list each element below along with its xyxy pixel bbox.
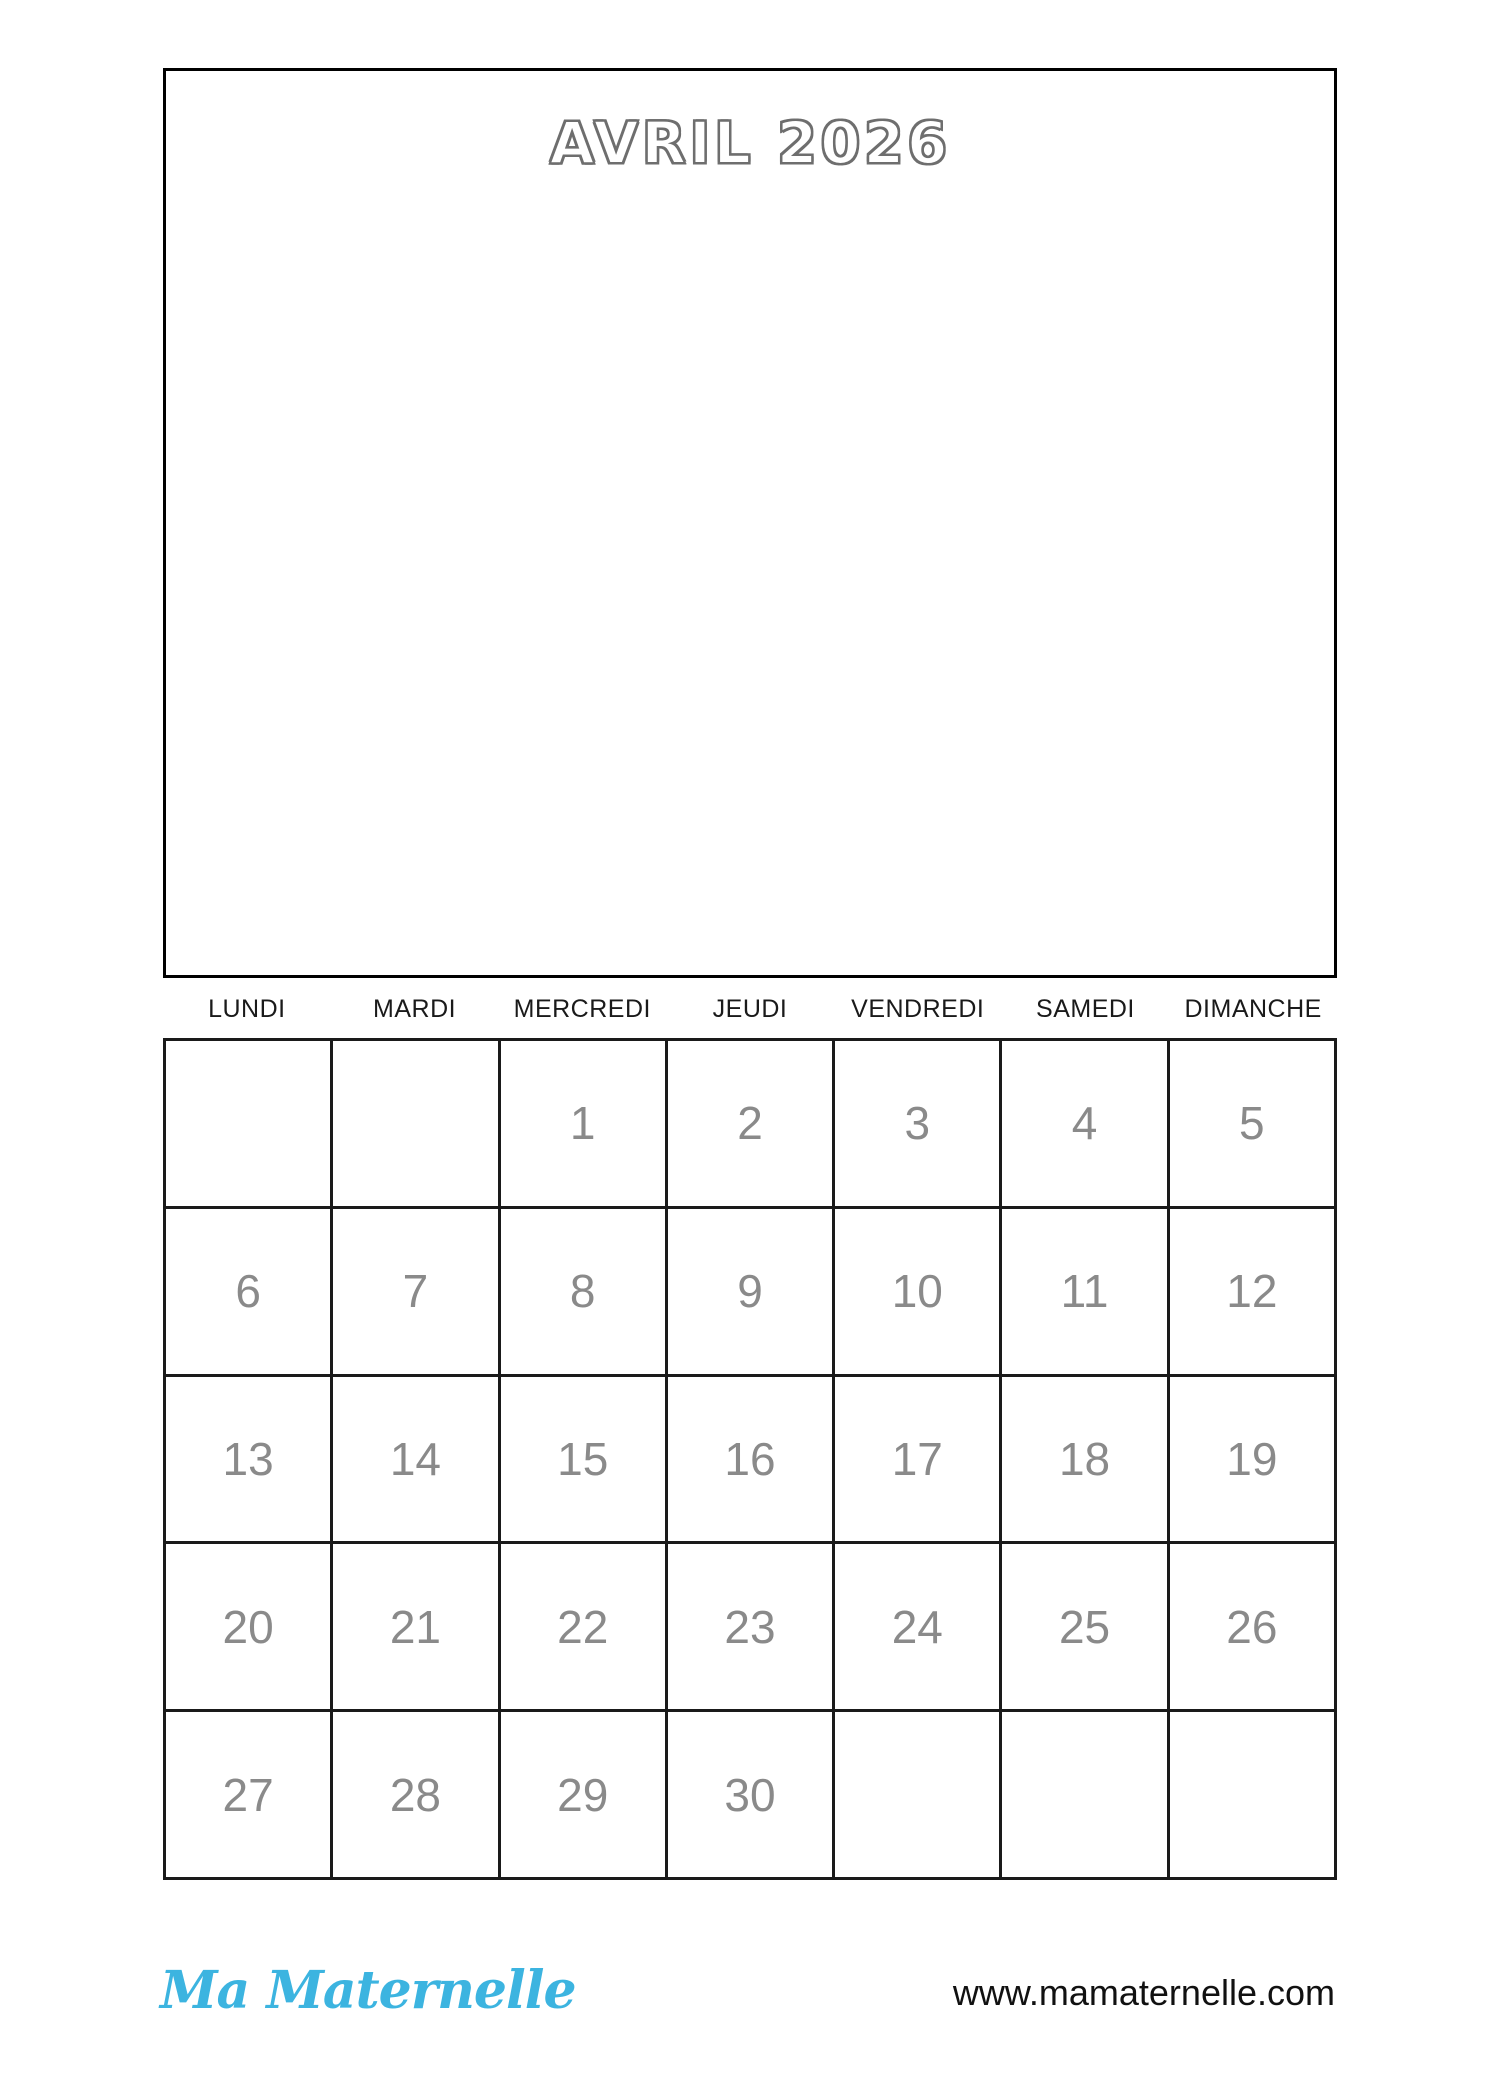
day-cell: 1 (501, 1041, 668, 1209)
day-cell: 24 (835, 1544, 1002, 1712)
day-cell: 8 (501, 1209, 668, 1377)
day-cell: 23 (668, 1544, 835, 1712)
website-url: www.mamaternelle.com (952, 1972, 1335, 2013)
weekday-header-saturday: SAMEDI (1036, 995, 1135, 1023)
day-cell: 21 (333, 1544, 500, 1712)
day-cell: 12 (1170, 1209, 1337, 1377)
day-cell (835, 1712, 1002, 1880)
day-cell (1002, 1712, 1169, 1880)
weekday-header-tuesday: MARDI (373, 995, 457, 1023)
day-cell: 25 (1002, 1544, 1169, 1712)
brand-logo: Ma Maternelle (160, 1960, 576, 2021)
day-cell: 20 (166, 1544, 333, 1712)
day-cell: 27 (166, 1712, 333, 1880)
day-cell (166, 1041, 333, 1209)
day-cell: 6 (166, 1209, 333, 1377)
day-cell: 3 (835, 1041, 1002, 1209)
day-cell: 19 (1170, 1377, 1337, 1545)
day-cell: 10 (835, 1209, 1002, 1377)
day-cell: 15 (501, 1377, 668, 1545)
day-cell: 16 (668, 1377, 835, 1545)
weekday-header-thursday: JEUDI (712, 995, 788, 1023)
day-cell: 4 (1002, 1041, 1169, 1209)
weekday-header-friday: VENDREDI (851, 995, 985, 1023)
day-cell: 22 (501, 1544, 668, 1712)
day-cell: 14 (333, 1377, 500, 1545)
day-cell (333, 1041, 500, 1209)
page-footer (0, 1960, 1500, 2070)
weekday-header-sunday: DIMANCHE (1184, 995, 1322, 1023)
day-cell: 7 (333, 1209, 500, 1377)
day-cell: 18 (1002, 1377, 1169, 1545)
day-cell: 17 (835, 1377, 1002, 1545)
day-cell: 11 (1002, 1209, 1169, 1377)
month-title: AVRIL 2026 (549, 109, 951, 177)
weekday-header-wednesday: MERCREDI (513, 995, 651, 1023)
day-cell: 30 (668, 1712, 835, 1880)
day-cell (1170, 1712, 1337, 1880)
drawing-area (163, 68, 1337, 978)
weekday-header-monday: LUNDI (208, 995, 286, 1023)
day-cell: 2 (668, 1041, 835, 1209)
day-cell: 9 (668, 1209, 835, 1377)
day-cell: 13 (166, 1377, 333, 1545)
day-cell: 28 (333, 1712, 500, 1880)
day-cell: 5 (1170, 1041, 1337, 1209)
day-cell: 29 (501, 1712, 668, 1880)
calendar-grid (163, 1038, 1337, 1880)
day-cell: 26 (1170, 1544, 1337, 1712)
weekday-header-row (163, 995, 1337, 1024)
